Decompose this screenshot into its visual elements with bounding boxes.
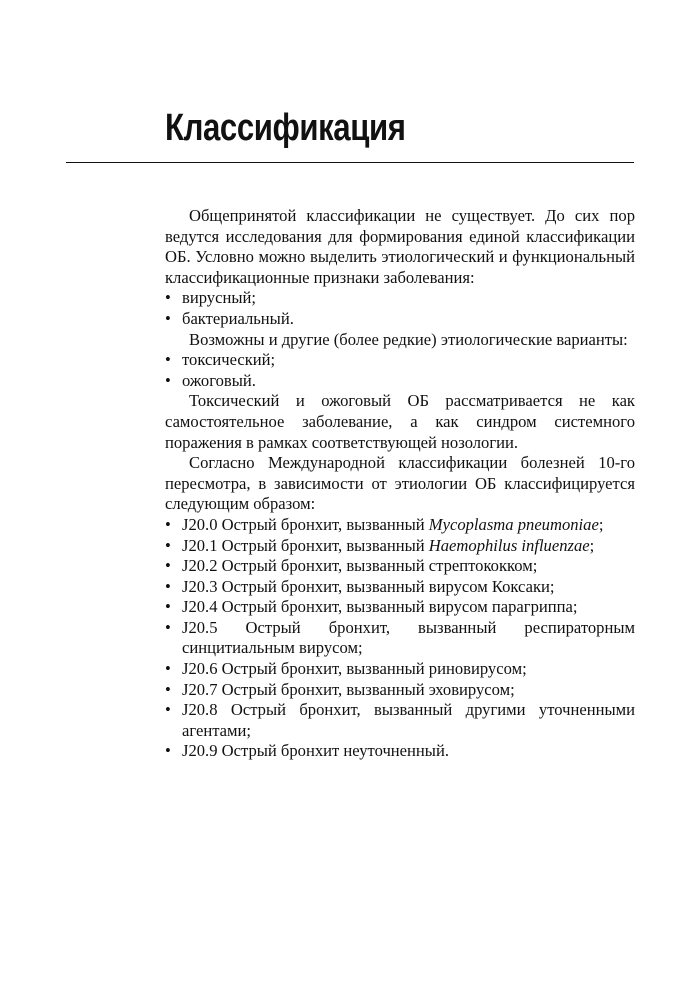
bullet-icon: • (165, 700, 171, 720)
document-body (165, 206, 635, 762)
icd-text: J20.6 Острый бронхит, вызванный риновирусом; (182, 659, 527, 679)
list-item (165, 536, 635, 557)
list-item (165, 577, 635, 598)
icd-text: J20.0 Острый бронхит, вызванный (182, 514, 429, 534)
list-item-text: бактериальный. (182, 308, 294, 328)
list-item-text: вирусный; (182, 288, 256, 308)
bullet-icon: • (165, 308, 171, 328)
list-item (165, 597, 635, 618)
bullet-icon: • (165, 576, 171, 596)
list-item (165, 350, 635, 371)
paragraph-intro: Общепринятой классификации не существует. До сих пор ведутся исследования для формирования единой классификации ОБ. Условно можно выделить этиологический и функциональный классификационные признаки заболевания: (165, 206, 635, 287)
bullet-icon: • (165, 288, 171, 308)
bullet-icon: • (165, 535, 171, 555)
icd-text-end: ; (598, 514, 604, 534)
icd-code-list (165, 515, 635, 762)
heading-divider (66, 162, 634, 163)
paragraph-icd: Согласно Международной классификации болезней 10-го пересмотра, в зависимости от этиологии ОБ классифицируется следующим образом: (165, 453, 635, 514)
bullet-icon: • (165, 597, 171, 617)
icd-text: J20.1 Острый бронхит, вызванный (182, 535, 429, 555)
bullet-icon: • (165, 350, 171, 370)
pathogen-name: Haemophilus influenzae (428, 535, 590, 555)
paragraph-toxic-burn: Токсический и ожоговый ОБ рассматривается не как самостоятельное заболевание, а как синдром системного поражения в рамках соответствующей нозологии. (165, 391, 635, 452)
pathogen-name: Mycoplasma pneumoniae (428, 514, 599, 534)
bullet-icon: • (165, 659, 171, 679)
bullet-icon: • (165, 556, 171, 576)
list-item (165, 556, 635, 577)
icd-text: J20.3 Острый бронхит, вызванный вирусом Коксаки; (182, 576, 555, 596)
bullet-icon: • (165, 679, 171, 699)
icd-text: J20.7 Острый бронхит, вызванный эховирусом; (182, 679, 515, 699)
page-title: Классификация (165, 107, 406, 149)
list-item (165, 741, 635, 762)
etiology-list (165, 288, 635, 329)
list-item (165, 309, 635, 330)
bullet-icon: • (165, 370, 171, 390)
list-item (165, 288, 635, 309)
list-item-text: токсический; (182, 350, 276, 370)
bullet-icon: • (165, 514, 171, 534)
list-item (165, 700, 635, 741)
icd-text: J20.9 Острый бронхит неуточненный. (182, 741, 449, 761)
paragraph-rare-variants: Возможны и другие (более редкие) этиологические варианты: (189, 329, 628, 349)
icd-text: J20.5 Острый бронхит, вызванный респираторным синцитиальным вирусом; (182, 617, 635, 658)
icd-text: J20.4 Острый бронхит, вызванный вирусом парагриппа; (182, 597, 578, 617)
list-item (165, 659, 635, 680)
rare-etiology-list (165, 350, 635, 391)
list-item (165, 680, 635, 701)
list-item-text: ожоговый. (182, 370, 256, 390)
bullet-icon: • (165, 741, 171, 761)
bullet-icon: • (165, 617, 171, 637)
icd-text: J20.2 Острый бронхит, вызванный стрептококком; (182, 556, 538, 576)
list-item (165, 618, 635, 659)
icd-text: J20.8 Острый бронхит, вызванный другими уточненными агентами; (182, 700, 635, 740)
list-item (165, 515, 635, 536)
icd-text-end: ; (589, 535, 595, 555)
list-item (165, 371, 635, 392)
